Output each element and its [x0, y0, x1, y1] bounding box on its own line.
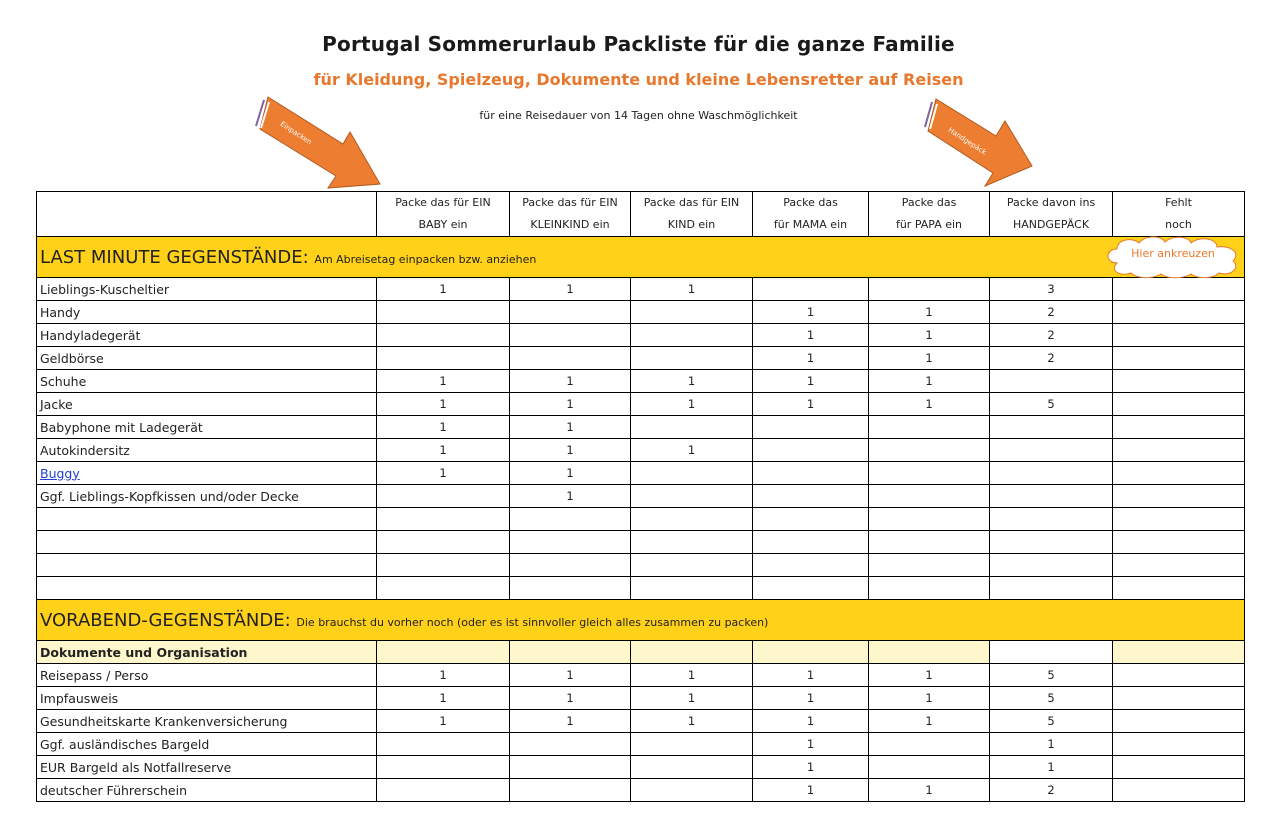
quantity-cell: 1: [753, 664, 869, 687]
fehlt-checkbox-cell[interactable]: [1113, 416, 1245, 439]
quantity-cell: 1: [631, 278, 753, 301]
header-baby: Packe das für EIN BABY ein: [377, 192, 510, 237]
subheading-cell: [1113, 641, 1245, 664]
header-kleinkind: Packe das für EIN KLEINKIND ein: [510, 192, 631, 237]
quantity-cell: 1: [377, 278, 510, 301]
quantity-cell: [377, 531, 510, 554]
quantity-cell: [869, 416, 990, 439]
table-row: [37, 756, 1245, 779]
quantity-cell: [631, 324, 753, 347]
item-name: Autokindersitz: [37, 439, 377, 462]
fehlt-checkbox-cell[interactable]: [1113, 687, 1245, 710]
quantity-cell: 1: [510, 485, 631, 508]
quantity-cell: [753, 416, 869, 439]
quantity-cell: [631, 756, 753, 779]
item-name: deutscher Führerschein: [37, 779, 377, 802]
table-row: [37, 324, 1245, 347]
table-row: [37, 278, 1245, 301]
table-row: [37, 779, 1245, 802]
item-name: [37, 554, 377, 577]
quantity-cell: 1: [510, 710, 631, 733]
quantity-cell: [377, 779, 510, 802]
quantity-cell: [631, 554, 753, 577]
quantity-cell: [377, 485, 510, 508]
table-row: [37, 733, 1245, 756]
item-name: Impfausweis: [37, 687, 377, 710]
fehlt-checkbox-cell[interactable]: [1113, 577, 1245, 600]
quantity-cell: [869, 756, 990, 779]
quantity-cell: 1: [631, 664, 753, 687]
quantity-cell: [753, 531, 869, 554]
section-last-minute-title: LAST MINUTE GEGENSTÄNDE: Am Abreisetag einpacken bzw. anziehen: [37, 237, 1245, 278]
fehlt-checkbox-cell[interactable]: [1113, 554, 1245, 577]
quantity-cell: [377, 756, 510, 779]
quantity-cell: [990, 416, 1113, 439]
fehlt-checkbox-cell[interactable]: [1113, 756, 1245, 779]
quantity-cell: 1: [631, 393, 753, 416]
section-vorabend: [37, 600, 1245, 641]
item-name: [37, 508, 377, 531]
table-row: [37, 664, 1245, 687]
fehlt-checkbox-cell[interactable]: [1113, 733, 1245, 756]
item-name: Reisepass / Perso: [37, 664, 377, 687]
quantity-cell: 5: [990, 393, 1113, 416]
buggy-link[interactable]: Buggy: [40, 465, 80, 481]
fehlt-checkbox-cell[interactable]: [1113, 664, 1245, 687]
quantity-cell: [869, 485, 990, 508]
section-last-minute: [37, 237, 1245, 278]
table-row: [37, 370, 1245, 393]
quantity-cell: [869, 577, 990, 600]
quantity-cell: [631, 508, 753, 531]
item-name: Lieblings-Kuscheltier: [37, 278, 377, 301]
header-mama: Packe das für MAMA ein: [753, 192, 869, 237]
table-row: [37, 554, 1245, 577]
quantity-cell: [631, 301, 753, 324]
quantity-cell: 1: [377, 710, 510, 733]
quantity-cell: 1: [631, 439, 753, 462]
quantity-cell: [753, 439, 869, 462]
quantity-cell: [869, 554, 990, 577]
quantity-cell: 1: [753, 756, 869, 779]
einpacken-arrow-label: Einpacken: [278, 120, 314, 147]
quantity-cell: 1: [869, 370, 990, 393]
fehlt-checkbox-cell[interactable]: [1113, 370, 1245, 393]
quantity-cell: [510, 531, 631, 554]
quantity-cell: [869, 278, 990, 301]
item-name: [37, 531, 377, 554]
table-row: [37, 485, 1245, 508]
quantity-cell: 1: [377, 462, 510, 485]
quantity-cell: [631, 347, 753, 370]
header-fehlt: Fehlt noch: [1113, 192, 1245, 237]
quantity-cell: 1: [869, 710, 990, 733]
quantity-cell: [631, 531, 753, 554]
header-papa: Packe das für PAPA ein: [869, 192, 990, 237]
quantity-cell: [510, 347, 631, 370]
item-name: Handy: [37, 301, 377, 324]
quantity-cell: 1: [753, 324, 869, 347]
item-name: Gesundheitskarte Krankenversicherung: [37, 710, 377, 733]
quantity-cell: 1: [753, 733, 869, 756]
table-row: [37, 508, 1245, 531]
quantity-cell: 1: [869, 301, 990, 324]
quantity-cell: 2: [990, 347, 1113, 370]
fehlt-checkbox-cell[interactable]: [1113, 508, 1245, 531]
quantity-cell: 1: [377, 370, 510, 393]
item-name: Jacke: [37, 393, 377, 416]
fehlt-checkbox-cell[interactable]: [1113, 462, 1245, 485]
subheading-row: [37, 641, 1245, 664]
table-row: [37, 393, 1245, 416]
fehlt-checkbox-cell[interactable]: [1113, 347, 1245, 370]
quantity-cell: 1: [377, 393, 510, 416]
item-name: Ggf. Lieblings-Kopfkissen und/oder Decke: [37, 485, 377, 508]
quantity-cell: 1: [510, 462, 631, 485]
quantity-cell: 1: [753, 687, 869, 710]
quantity-cell: [510, 508, 631, 531]
quantity-cell: 1: [631, 687, 753, 710]
quantity-cell: [510, 577, 631, 600]
subheading-cell: [510, 641, 631, 664]
quantity-cell: 1: [377, 687, 510, 710]
quantity-cell: [377, 554, 510, 577]
fehlt-checkbox-cell[interactable]: [1113, 531, 1245, 554]
quantity-cell: 1: [377, 416, 510, 439]
quantity-cell: [990, 577, 1113, 600]
quantity-cell: 1: [869, 664, 990, 687]
quantity-cell: [753, 462, 869, 485]
section-vorabend-title: VORABEND-GEGENSTÄNDE: Die brauchst du vorher noch (oder es ist sinnvoller gleich alles zusammen zu packen): [37, 600, 1245, 641]
quantity-cell: [510, 733, 631, 756]
quantity-cell: [631, 462, 753, 485]
table-row: [37, 347, 1245, 370]
handgepaeck-arrow-label: Handgepäck: [946, 126, 988, 157]
item-name: [37, 577, 377, 600]
quantity-cell: [990, 370, 1113, 393]
column-header-row: [37, 192, 1245, 237]
quantity-cell: 1: [869, 687, 990, 710]
quantity-cell: [631, 779, 753, 802]
quantity-cell: [377, 508, 510, 531]
header-handgepaeck: Packe davon ins HANDGEPÄCK: [990, 192, 1113, 237]
quantity-cell: [869, 439, 990, 462]
quantity-cell: [990, 485, 1113, 508]
fehlt-checkbox-cell[interactable]: [1113, 439, 1245, 462]
quantity-cell: [377, 577, 510, 600]
subheading-cell: [377, 641, 510, 664]
subheading-cell: [869, 641, 990, 664]
quantity-cell: [510, 779, 631, 802]
table-row: [37, 577, 1245, 600]
quantity-cell: 1: [869, 347, 990, 370]
table-row: [37, 710, 1245, 733]
item-name: Babyphone mit Ladegerät: [37, 416, 377, 439]
quantity-cell: 1: [510, 393, 631, 416]
quantity-cell: [753, 577, 869, 600]
item-name: Schuhe: [37, 370, 377, 393]
quantity-cell: 1: [753, 301, 869, 324]
page-subtitle: für Kleidung, Spielzeug, Dokumente und kleine Lebensretter auf Reisen: [313, 70, 964, 89]
fehlt-checkbox-cell[interactable]: [1113, 485, 1245, 508]
quantity-cell: 1: [869, 393, 990, 416]
quantity-cell: [869, 733, 990, 756]
quantity-cell: 1: [510, 664, 631, 687]
item-name: Geldbörse: [37, 347, 377, 370]
quantity-cell: 1: [510, 687, 631, 710]
subheading-cell: [753, 641, 869, 664]
quantity-cell: [377, 301, 510, 324]
item-name: Handyladegerät: [37, 324, 377, 347]
quantity-cell: 1: [377, 439, 510, 462]
quantity-cell: 1: [753, 370, 869, 393]
table-row: [37, 462, 1245, 485]
quantity-cell: [990, 439, 1113, 462]
quantity-cell: [869, 531, 990, 554]
quantity-cell: [510, 756, 631, 779]
quantity-cell: 1: [753, 779, 869, 802]
quantity-cell: [869, 508, 990, 531]
fehlt-checkbox-cell[interactable]: [1113, 278, 1245, 301]
item-name: EUR Bargeld als Notfallreserve: [37, 756, 377, 779]
subheading-cell: [631, 641, 753, 664]
quantity-cell: 1: [869, 324, 990, 347]
fehlt-checkbox-cell[interactable]: [1113, 779, 1245, 802]
quantity-cell: 1: [510, 370, 631, 393]
table-row: [37, 439, 1245, 462]
quantity-cell: [631, 733, 753, 756]
subheading-dokumente: Dokumente und Organisation: [37, 641, 377, 664]
quantity-cell: 1: [990, 756, 1113, 779]
quantity-cell: 5: [990, 664, 1113, 687]
quantity-cell: [510, 554, 631, 577]
header-kind: Packe das für EIN KIND ein: [631, 192, 753, 237]
quantity-cell: [869, 462, 990, 485]
item-name: [37, 462, 377, 485]
table-row: [37, 416, 1245, 439]
table-row: [37, 301, 1245, 324]
quantity-cell: 1: [869, 779, 990, 802]
quantity-cell: 1: [510, 439, 631, 462]
fehlt-checkbox-cell[interactable]: [1113, 710, 1245, 733]
quantity-cell: [990, 531, 1113, 554]
quantity-cell: [510, 324, 631, 347]
quantity-cell: [631, 416, 753, 439]
fehlt-checkbox-cell[interactable]: [1113, 324, 1245, 347]
quantity-cell: [990, 462, 1113, 485]
quantity-cell: 5: [990, 687, 1113, 710]
quantity-cell: 1: [631, 710, 753, 733]
quantity-cell: [990, 508, 1113, 531]
quantity-cell: [510, 301, 631, 324]
page-title: Portugal Sommerurlaub Packliste für die ganze Familie: [322, 32, 955, 56]
quantity-cell: 1: [753, 347, 869, 370]
packing-list-table: [36, 191, 1245, 802]
item-name: Ggf. ausländisches Bargeld: [37, 733, 377, 756]
table-row: [37, 531, 1245, 554]
quantity-cell: [631, 485, 753, 508]
quantity-cell: [377, 347, 510, 370]
quantity-cell: 1: [753, 393, 869, 416]
quantity-cell: [753, 485, 869, 508]
subheading-cell: [990, 641, 1113, 664]
quantity-cell: 5: [990, 710, 1113, 733]
quantity-cell: 2: [990, 301, 1113, 324]
quantity-cell: 2: [990, 324, 1113, 347]
quantity-cell: 1: [631, 370, 753, 393]
quantity-cell: [377, 324, 510, 347]
einpacken-arrow-icon: [250, 92, 390, 192]
quantity-cell: 1: [377, 664, 510, 687]
quantity-cell: 1: [510, 278, 631, 301]
fehlt-checkbox-cell[interactable]: [1113, 301, 1245, 324]
quantity-cell: 1: [990, 733, 1113, 756]
quantity-cell: [990, 554, 1113, 577]
quantity-cell: 2: [990, 779, 1113, 802]
handgepaeck-arrow-icon: [920, 94, 1040, 190]
quantity-cell: 1: [753, 710, 869, 733]
quantity-cell: [753, 278, 869, 301]
quantity-cell: 3: [990, 278, 1113, 301]
cloud-callout-label: Hier ankreuzen: [1131, 247, 1215, 260]
quantity-cell: 1: [510, 416, 631, 439]
fehlt-checkbox-cell[interactable]: [1113, 393, 1245, 416]
header-blank-cell: [37, 192, 377, 237]
table-row: [37, 687, 1245, 710]
quantity-cell: [753, 554, 869, 577]
quantity-cell: [377, 733, 510, 756]
duration-note: für eine Reisedauer von 14 Tagen ohne Waschmöglichkeit: [479, 109, 798, 122]
quantity-cell: [631, 577, 753, 600]
quantity-cell: [753, 508, 869, 531]
